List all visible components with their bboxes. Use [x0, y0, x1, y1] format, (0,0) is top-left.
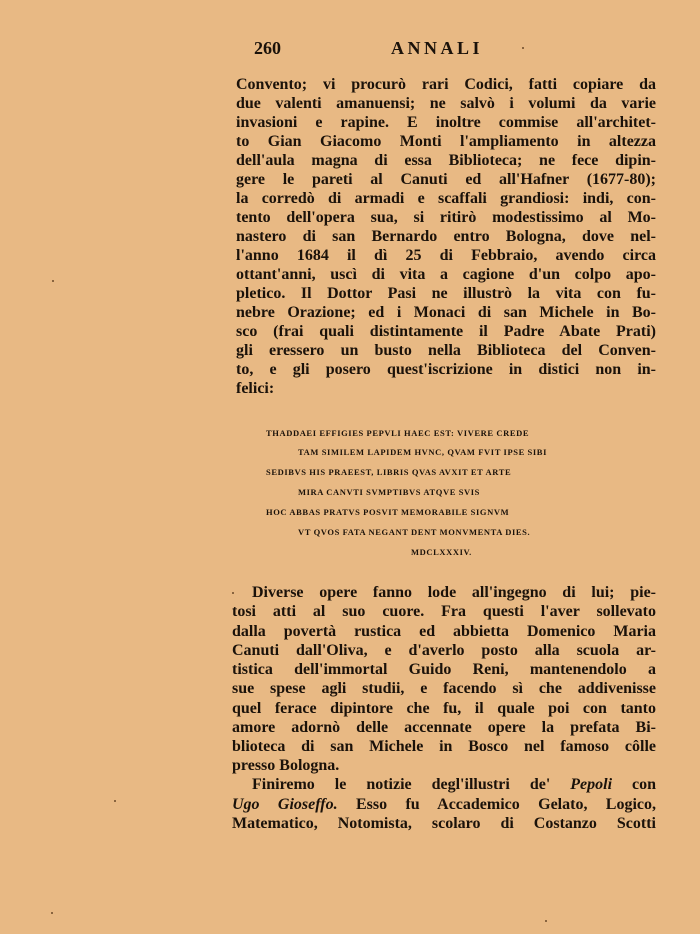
running-head: [0, 38, 700, 62]
paper-speck: [51, 912, 53, 914]
text-line: gere le pareti al Canuti ed all'Hafner (1677-80);: [236, 171, 656, 188]
text-line: nebre Orazione; ed i Monaci di san Michele in Bo-: [236, 304, 656, 321]
inscription-date: MDCLXXXIV.: [411, 547, 472, 557]
text-line: [232, 795, 656, 814]
inscription-line: VT QVOS FATA NEGANT DENT MONVMENTA DIES.: [298, 527, 531, 537]
text-run: con: [632, 776, 657, 793]
paper-speck: [522, 47, 524, 49]
text-line: Matematico, Notomista, scolaro di Costanzo Scotti: [232, 815, 656, 832]
inscription-line: SEDIBVS HIS PRAEEST, LIBRIS QVAS AVXIT ET ARTE: [266, 467, 512, 477]
inscription-line: HOC ABBAS PRATVS POSVIT MEMORABILE SIGNVM: [266, 507, 510, 517]
text-line: amore adornò delle accennate opere la prefata Bi-: [232, 719, 656, 736]
text-line: pletico. Il Dottor Pasi ne illustrò la vita con fu-: [236, 285, 656, 302]
text-line: Convento; vi procurò rari Codici, fatti copiare da: [236, 76, 656, 93]
text-line: Diverse opere fanno lode all'ingegno di lui; pie-: [252, 584, 656, 601]
text-line: Canuti dall'Oliva, e d'averlo posto alla scuola ar-: [232, 642, 656, 659]
person-name-ugo-gioseffo: Ugo Gioseffo.: [232, 796, 338, 813]
text-run: Finiremo le notizie degl'illustri de': [252, 776, 551, 793]
text-line: nastero di san Bernardo entro Bologna, dove nel-: [236, 228, 656, 245]
text-line: dell'aula magna di essa Biblioteca; ne fece dipin-: [236, 152, 656, 169]
text-line: tento dell'opera sua, si ritirò modestissimo al Mo-: [236, 209, 656, 226]
text-line: sco (frai quali distintamente il Padre Abate Prati): [236, 323, 656, 340]
family-name-pepoli: Pepoli: [570, 776, 613, 793]
paper-speck: [232, 592, 234, 594]
inscription-line: TAM SIMILEM LAPIDEM HVNC, QVAM FVIT IPSE SIBI: [298, 447, 547, 457]
text-line: [232, 775, 656, 794]
paper-speck: [114, 800, 116, 802]
text-line: tistica dell'immortal Guido Reni, mantenendolo a: [232, 661, 656, 678]
text-line: blioteca di san Michele in Bosco nel famoso côlle: [232, 738, 656, 755]
text-line: invasioni e rapine. E inoltre commise all'architet-: [236, 114, 656, 131]
paper-speck: [545, 920, 547, 922]
text-line: felici:: [236, 380, 275, 397]
text-line: l'anno 1684 il dì 25 di Febbraio, avendo circa: [236, 247, 656, 264]
inscription-line: MIRA CANVTI SVMPTIBVS ATQVE SVIS: [298, 487, 480, 497]
text-line: sue spese agli studii, e facendo sì che addivenisse: [232, 680, 656, 697]
text-line: tosi atti al suo cuore. Fra questi l'aver sollevato: [232, 603, 656, 620]
running-title: ANNALI: [391, 38, 484, 58]
text-line: dalla povertà rustica ed abbietta Domenico Maria: [232, 623, 656, 640]
text-line: ottant'anni, uscì di vita a cagione d'un colpo apo-: [236, 266, 656, 283]
page-number: 260: [254, 38, 281, 58]
text-line: due valenti amanuensi; ne salvò i volumi da varie: [236, 95, 656, 112]
text-line: la corredò di armadi e scaffali grandiosi: indi, con-: [236, 190, 656, 207]
text-line: presso Bologna.: [232, 757, 340, 774]
text-line: gli eressero un busto nella Biblioteca del Conven-: [236, 342, 656, 359]
text-line: quel ferace dipintore che fu, il quale poi con tanto: [232, 700, 656, 717]
text-line: to Gian Giacomo Monti l'ampliamento in altezza: [236, 133, 656, 150]
text-line: to, e gli posero quest'iscrizione in distici non in-: [236, 361, 656, 378]
paper-speck: [52, 280, 54, 282]
text-run: Esso fu Accademico Gelato, Logico,: [355, 796, 657, 813]
inscription-line: THADDAEI EFFIGIES PEPVLI HAEC EST: VIVERE CREDE: [266, 428, 530, 438]
